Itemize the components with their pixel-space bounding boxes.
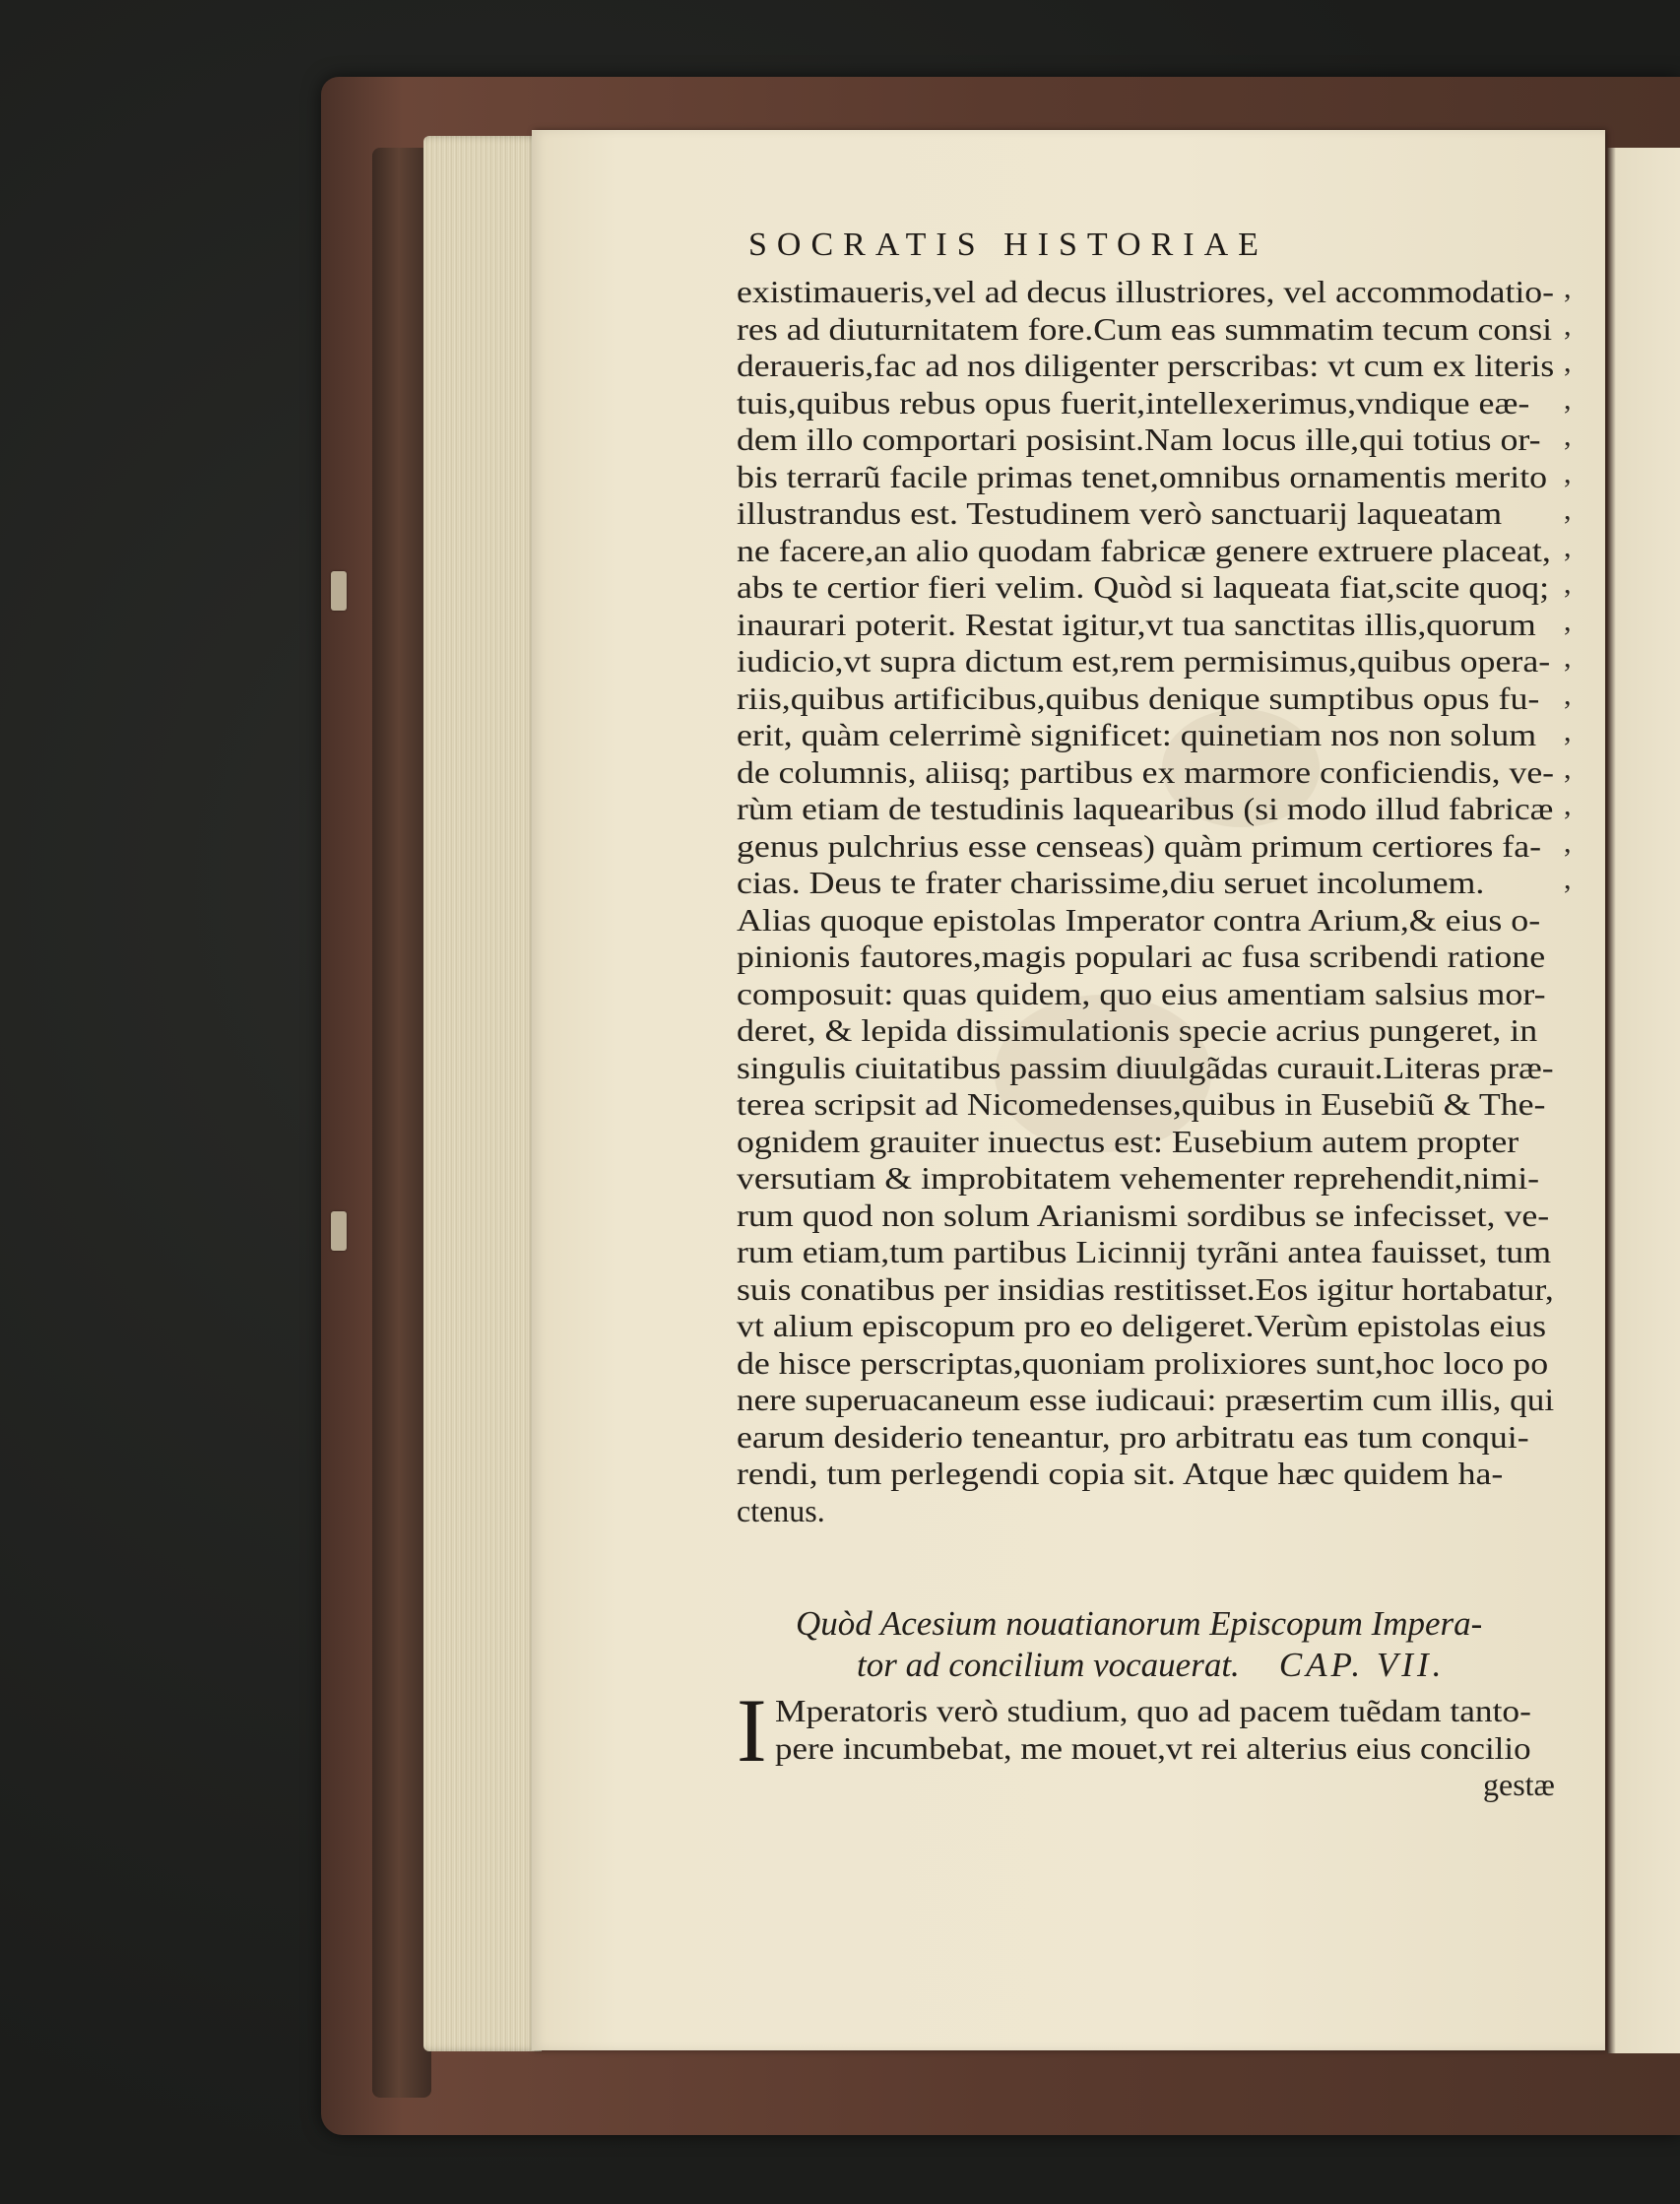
facing-page-edge bbox=[1607, 148, 1680, 2053]
quotation-mark: , bbox=[1564, 863, 1572, 895]
text-line: nere superuacaneum esse iudicaui: præsertim cum illis, qui bbox=[737, 1382, 1555, 1417]
chapter-heading bbox=[796, 1603, 1544, 1686]
text-line: singulis ciuitatibus passim diuulgãdas curauit.Literas præ- bbox=[737, 1049, 1554, 1085]
text-line: rum etiam,tum partibus Licinnij tyrãni antea fauisset, tum bbox=[737, 1234, 1552, 1269]
text-line: pinionis fautores,magis populari ac fusa scribendi ratione bbox=[737, 939, 1546, 974]
text-line: Alias quoque epistolas Imperator contra Arium,& eius o- bbox=[737, 901, 1541, 938]
quotation-mark: , bbox=[1564, 825, 1572, 859]
chapter-text bbox=[737, 1680, 1564, 1781]
quotation-mark: , bbox=[1564, 456, 1572, 489]
quotation-mark: , bbox=[1564, 641, 1572, 674]
quotation-mark: , bbox=[1564, 346, 1572, 378]
text-line: de columnis, aliisq; partibus ex marmore conficiendis, ve- bbox=[737, 753, 1555, 790]
text-line: suis conatibus per insidias restitisset.Eos igitur hortabatur, bbox=[737, 1270, 1554, 1307]
quotation-mark: , bbox=[1564, 308, 1572, 342]
text-line: cias. Deus te frater charissime,diu seruet incolumem. bbox=[737, 865, 1485, 900]
running-head: SOCRATIS HISTORIAE bbox=[748, 227, 1268, 263]
text-line: earum desiderio teneantur, pro arbitratu eas tum conqui- bbox=[737, 1418, 1529, 1455]
text-line: abs te certior fieri velim. Quòd si laqueata fiat,scite quoq; bbox=[737, 569, 1550, 605]
text-line: rendi, tum perlegendi copia sit. Atque hæc quidem ha- bbox=[737, 1456, 1504, 1491]
text-line: versutiam & improbitatem vehementer reprehendit,nimi- bbox=[737, 1160, 1540, 1196]
chapter-heading-text: tor ad concilium vocauerat. bbox=[857, 1646, 1240, 1684]
text-line: rùm etiam de testudinis laquearibus (si modo illud fabricæ bbox=[737, 791, 1554, 826]
book-spine-edge bbox=[372, 148, 431, 2098]
quotation-mark: , bbox=[1564, 420, 1572, 452]
quotation-mark: , bbox=[1564, 272, 1572, 304]
quotation-mark: , bbox=[1564, 493, 1572, 526]
drop-capital: I bbox=[737, 1680, 767, 1781]
quotation-mark: , bbox=[1564, 567, 1572, 600]
text-line: pere incumbebat, me mouet,vt rei alterius eius concilio bbox=[774, 1729, 1531, 1766]
text-line: ctenus. bbox=[737, 1492, 825, 1528]
quotation-mark: , bbox=[1564, 678, 1572, 711]
text-line: erit, quàm celerrimè significet: quinetiam nos non solum bbox=[737, 717, 1537, 752]
text-line: illustrandus est. Testudinem verò sanctuarij laqueatam bbox=[737, 495, 1503, 531]
quotation-mark: , bbox=[1564, 715, 1572, 747]
quotation-mark: , bbox=[1564, 604, 1572, 637]
quotation-mark: , bbox=[1564, 789, 1572, 821]
text-line: rum quod non solum Arianismi sordibus se infecisset, ve- bbox=[737, 1197, 1550, 1233]
chapter-heading-line: Quòd Acesium nouatianorum Episcopum Impera- bbox=[796, 1604, 1483, 1643]
quotation-mark: , bbox=[1564, 382, 1572, 416]
clasp-mark bbox=[331, 571, 347, 611]
text-line: dem illo comportari posisint.Nam locus ille,qui totius or- bbox=[737, 421, 1541, 457]
text-line: riis,quibus artificibus,quibus denique sumptibus opus fu- bbox=[737, 680, 1540, 716]
chapter-heading-line bbox=[796, 1645, 1544, 1686]
quotation-mark: , bbox=[1564, 751, 1572, 785]
quotation-mark: , bbox=[1564, 530, 1572, 563]
text-line: composuit: quas quidem, quo eius amentiam salsius mor- bbox=[737, 975, 1546, 1011]
text-line: vt alium episcopum pro eo deligeret.Verùm epistolas eius bbox=[737, 1308, 1547, 1343]
text-line: tuis,quibus rebus opus fuerit,intellexerimus,vndique eæ- bbox=[737, 384, 1530, 421]
text-line: inaurari poterit. Restat igitur,vt tua sanctitas illis,quorum bbox=[737, 606, 1536, 642]
text-line: iudicio,vt supra dictum est,rem permisimus,quibus opera- bbox=[737, 643, 1551, 679]
text-line: deret, & lepida dissimulationis specie acrius pungeret, in bbox=[737, 1012, 1538, 1048]
text-line: res ad diuturnitatem fore.Cum eas summatim tecum consi bbox=[737, 310, 1553, 347]
page-stack bbox=[423, 136, 542, 2051]
text-line: Mperatoris verò studium, quo ad pacem tuẽdam tanto- bbox=[774, 1693, 1531, 1728]
text-line: genus pulchrius esse censeas) quàm primum certiores fa- bbox=[737, 827, 1542, 864]
text-line: existimaueris,vel ad decus illustriores, vel accommodatio- bbox=[737, 274, 1555, 309]
text-line: terea scripsit ad Nicomedenses,quibus in Eusebiũ & The- bbox=[737, 1086, 1546, 1122]
text-line: de hisce perscriptas,quoniam prolixiores sunt,hoc loco po bbox=[737, 1344, 1549, 1381]
text-line: ognidem grauiter inuectus est: Eusebium autem propter bbox=[737, 1123, 1519, 1159]
clasp-mark bbox=[331, 1211, 347, 1251]
chapter-number: CAP. VII. bbox=[1278, 1646, 1446, 1684]
text-line: ne facere,an alio quodam fabricæ genere extruere placeat, bbox=[737, 532, 1551, 568]
text-line: deraueris,fac ad nos diligenter perscribas: vt cum ex literis bbox=[737, 348, 1555, 383]
body-text bbox=[737, 274, 1556, 1529]
catchword: gestæ bbox=[1483, 1767, 1555, 1802]
text-line: bis terrarũ facile primas tenet,omnibus ornamentis merito bbox=[737, 458, 1548, 494]
